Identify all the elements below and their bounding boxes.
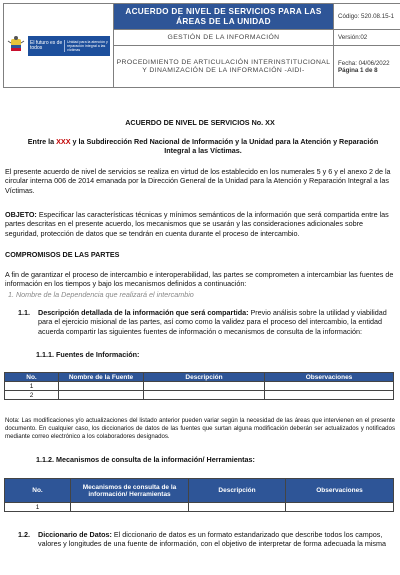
modifications-note: Nota: Las modificaciones y/o actualizaciones del listado anterior pueden variar según la necesidad de las áreas que intervienen en el presente documento. En cualquier caso, los diccionarios de datos de las fuentes que surtan alguna modificación deberán ser actualizados y notificados mediante correo electrónico a los colaboradores designados. xyxy=(5,417,395,440)
logo-cell xyxy=(4,4,114,88)
section-1-2-label: Diccionario de Datos: xyxy=(38,530,112,539)
document-version: Versión:02 xyxy=(334,30,400,46)
parties-text-b: y la Subdirección Red Nacional de Información y la Unidad para la Atención y Reparación Integral a las Víctimas. xyxy=(70,137,379,156)
entity-placeholder: XXX xyxy=(56,137,71,146)
section-1-1-1: 1.1.1. Fuentes de Información: xyxy=(36,350,140,359)
cell-observations[interactable] xyxy=(265,382,394,391)
col-header-mechanism: Mecanismos de consulta de la información/ Herramientas xyxy=(71,479,189,503)
cell-description[interactable] xyxy=(144,391,265,400)
row-number: 1 xyxy=(5,382,59,391)
cell-source[interactable] xyxy=(59,382,144,391)
agreement-parties xyxy=(18,137,388,156)
row-number: 2 xyxy=(5,391,59,400)
section-1-1-label: Descripción detallada de la información que será compartida: xyxy=(38,308,249,317)
row-number: 1 xyxy=(5,503,71,512)
section-1-1-2: 1.1.2. Mecanismos de consulta de la información/ Herramientas: xyxy=(36,455,255,464)
section-1-1 xyxy=(38,308,394,336)
section-1-1-text: Previo análisis sobre la utilidad y viabilidad para el ejercicio misional de las partes, así como como la validez para el proceso del intercambio, la entidad acuerda compartir las siguientes fuentes de información o mecanismos de consulta de la información: xyxy=(38,308,387,336)
compromisos-paragraph: A fin de garantizar el proceso de intercambio e interoperabilidad, las partes se comprometen a intercambiar las fuentes de información en los tiempos y bajo los mecanismos definidos a continuación: xyxy=(5,270,394,289)
document-code: Código: 520.08.15-1 xyxy=(334,4,400,30)
table-row xyxy=(5,391,394,400)
document-title: ACUERDO DE NIVEL DE SERVICIOS PARA LAS ÁREAS DE LA UNIDAD xyxy=(114,4,334,30)
section-1-2 xyxy=(38,530,394,549)
section-1-1-number: 1.1. xyxy=(18,308,30,317)
compromisos-heading: COMPROMISOS DE LAS PARTES xyxy=(5,250,120,259)
sources-table xyxy=(4,372,394,400)
col-header-description: Descripción xyxy=(189,479,286,503)
cell-mechanism[interactable] xyxy=(71,503,189,512)
cell-description[interactable] xyxy=(189,503,286,512)
document-header xyxy=(3,3,400,87)
objeto-label: OBJETO: xyxy=(5,210,37,219)
col-header-description: Descripción xyxy=(144,373,265,382)
cell-observations[interactable] xyxy=(265,391,394,400)
logo-entity: Unidad para la atención y reparación integral a las víctimas xyxy=(64,40,108,52)
objeto-paragraph xyxy=(5,210,395,238)
agreement-heading: ACUERDO DE NIVEL DE SERVICIOS No. XX xyxy=(125,118,275,127)
col-header-source: Nombre de la Fuente xyxy=(59,373,144,382)
parties-text-a: Entre la xyxy=(27,137,57,146)
section-name: GESTIÓN DE LA INFORMACIÓN xyxy=(114,30,334,46)
section-1-2-number: 1.2. xyxy=(18,530,30,539)
procedure-name: PROCEDIMIENTO DE ARTICULACIÓN INTERINSTITUCIONAL Y DINAMIZACIÓN DE LA INFORMACIÓN -AIDI- xyxy=(114,46,334,88)
cell-description[interactable] xyxy=(144,382,265,391)
col-header-no: No. xyxy=(5,479,71,503)
unidad-logo xyxy=(28,36,110,56)
table-row xyxy=(5,503,394,512)
date-page-cell xyxy=(334,46,400,88)
col-header-observations: Observaciones xyxy=(286,479,394,503)
colombia-crest-icon xyxy=(7,35,25,57)
page-number: Página 1 de 8 xyxy=(338,66,378,74)
cell-observations[interactable] xyxy=(286,503,394,512)
table-row xyxy=(5,382,394,391)
section-1-2-text: El diccionario de datos es un formato estandarizado que describe todos los campos, valores y longitudes de una fuente de información, con el objetivo de interpretar de forma adecuada la misma xyxy=(38,530,387,549)
mechanisms-table xyxy=(4,478,394,512)
intro-paragraph: El presente acuerdo de nivel de servicios se realiza en virtud de los establecido en los numerales 5 y 6 y el anexo 2 de la circular interna 006 de 2014 emanada por la Dirección General de la Unidad para la Atención y Reparación Integral a las Víctimas. xyxy=(5,167,391,195)
col-header-observations: Observaciones xyxy=(265,373,394,382)
objeto-text: Especificar las características técnicas y mínimos semánticos de la información que será compartida entre las partes descritas en el presente acuerdo, los mecanismos que se usarán y las consideraciones adicionales sobre seguridad, protección de datos que se tendrán en cuenta durante el proceso de intercambio. xyxy=(5,210,389,238)
col-header-no: No. xyxy=(5,373,59,382)
logo-slogan: El futuro es de todos xyxy=(30,39,63,51)
document-date: Fecha: 04/06/2022 xyxy=(338,59,390,67)
dependency-item: 1. Nombre de la Dependencia que realizará el intercambio xyxy=(8,290,194,299)
cell-source[interactable] xyxy=(59,391,144,400)
